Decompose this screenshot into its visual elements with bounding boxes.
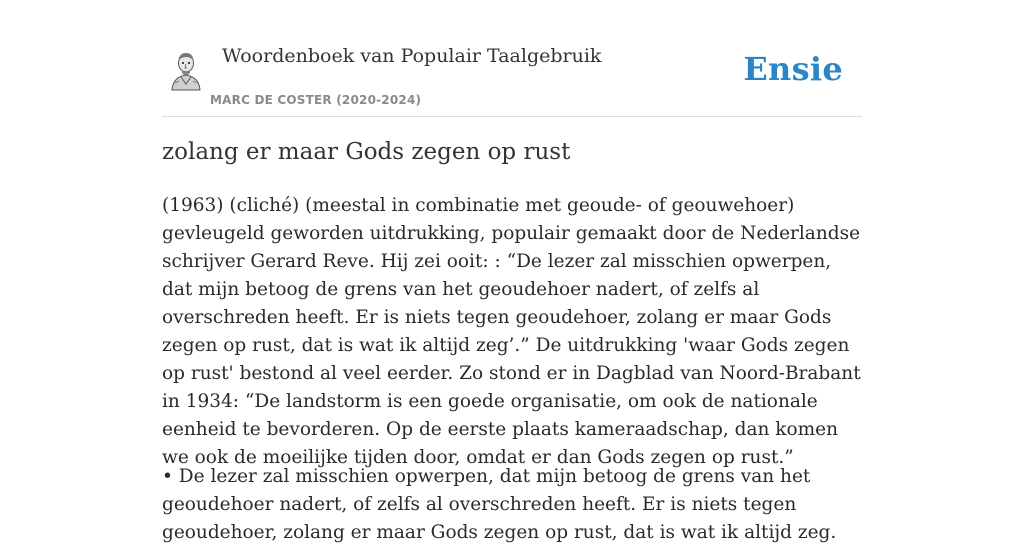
entry-title: zolang er maar Gods zegen op rust [162,139,571,165]
ensie-logo[interactable]: Ensie [743,50,843,88]
author-portrait-icon [169,50,203,90]
page-container [162,0,862,543]
entry-definition: (1963) (cliché) (meestal in combinatie met geoude- of geouwehoer) gevleugeld geworden uitdrukking, populair gemaakt door de Nederlandse schrijver Gerard Reve. Hij zei ooit: : “De lezer zal misschien opwerpen, dat mijn betoog de grens van het geoudehoer nadert, of zelfs al overschreden heeft. Er is niets tegen geoudehoer, zolang er maar Gods zegen op rust, dat is wat ik altijd zeg’.” De uitdrukking 'waar Gods zegen op rust' bestond al veel eerder. Zo stond er in Dagblad van Noord-Brabant in 1934: “De landstorm is een goede organisatie, om ook de nationale eenheid te bevorderen. Op de eerste plaats kameraadschap, dan komen we ook de moeilijke tijden door, omdat er dan Gods zegen op rust.” [162,195,861,468]
author-credit[interactable]: MARC DE COSTER (2020-2024) [210,93,422,107]
site-title[interactable]: Woordenboek van Populair Taalgebruik [222,45,602,67]
entry-example: • De lezer zal misschien opwerpen, dat mijn betoog de grens van het geoudehoer nadert, of zelfs al overschreden heeft. Er is niets tegen geoudehoer, zolang er maar Gods zegen op rust, dat is wat ik altijd zeg. [162,466,837,543]
site-header [162,0,862,117]
